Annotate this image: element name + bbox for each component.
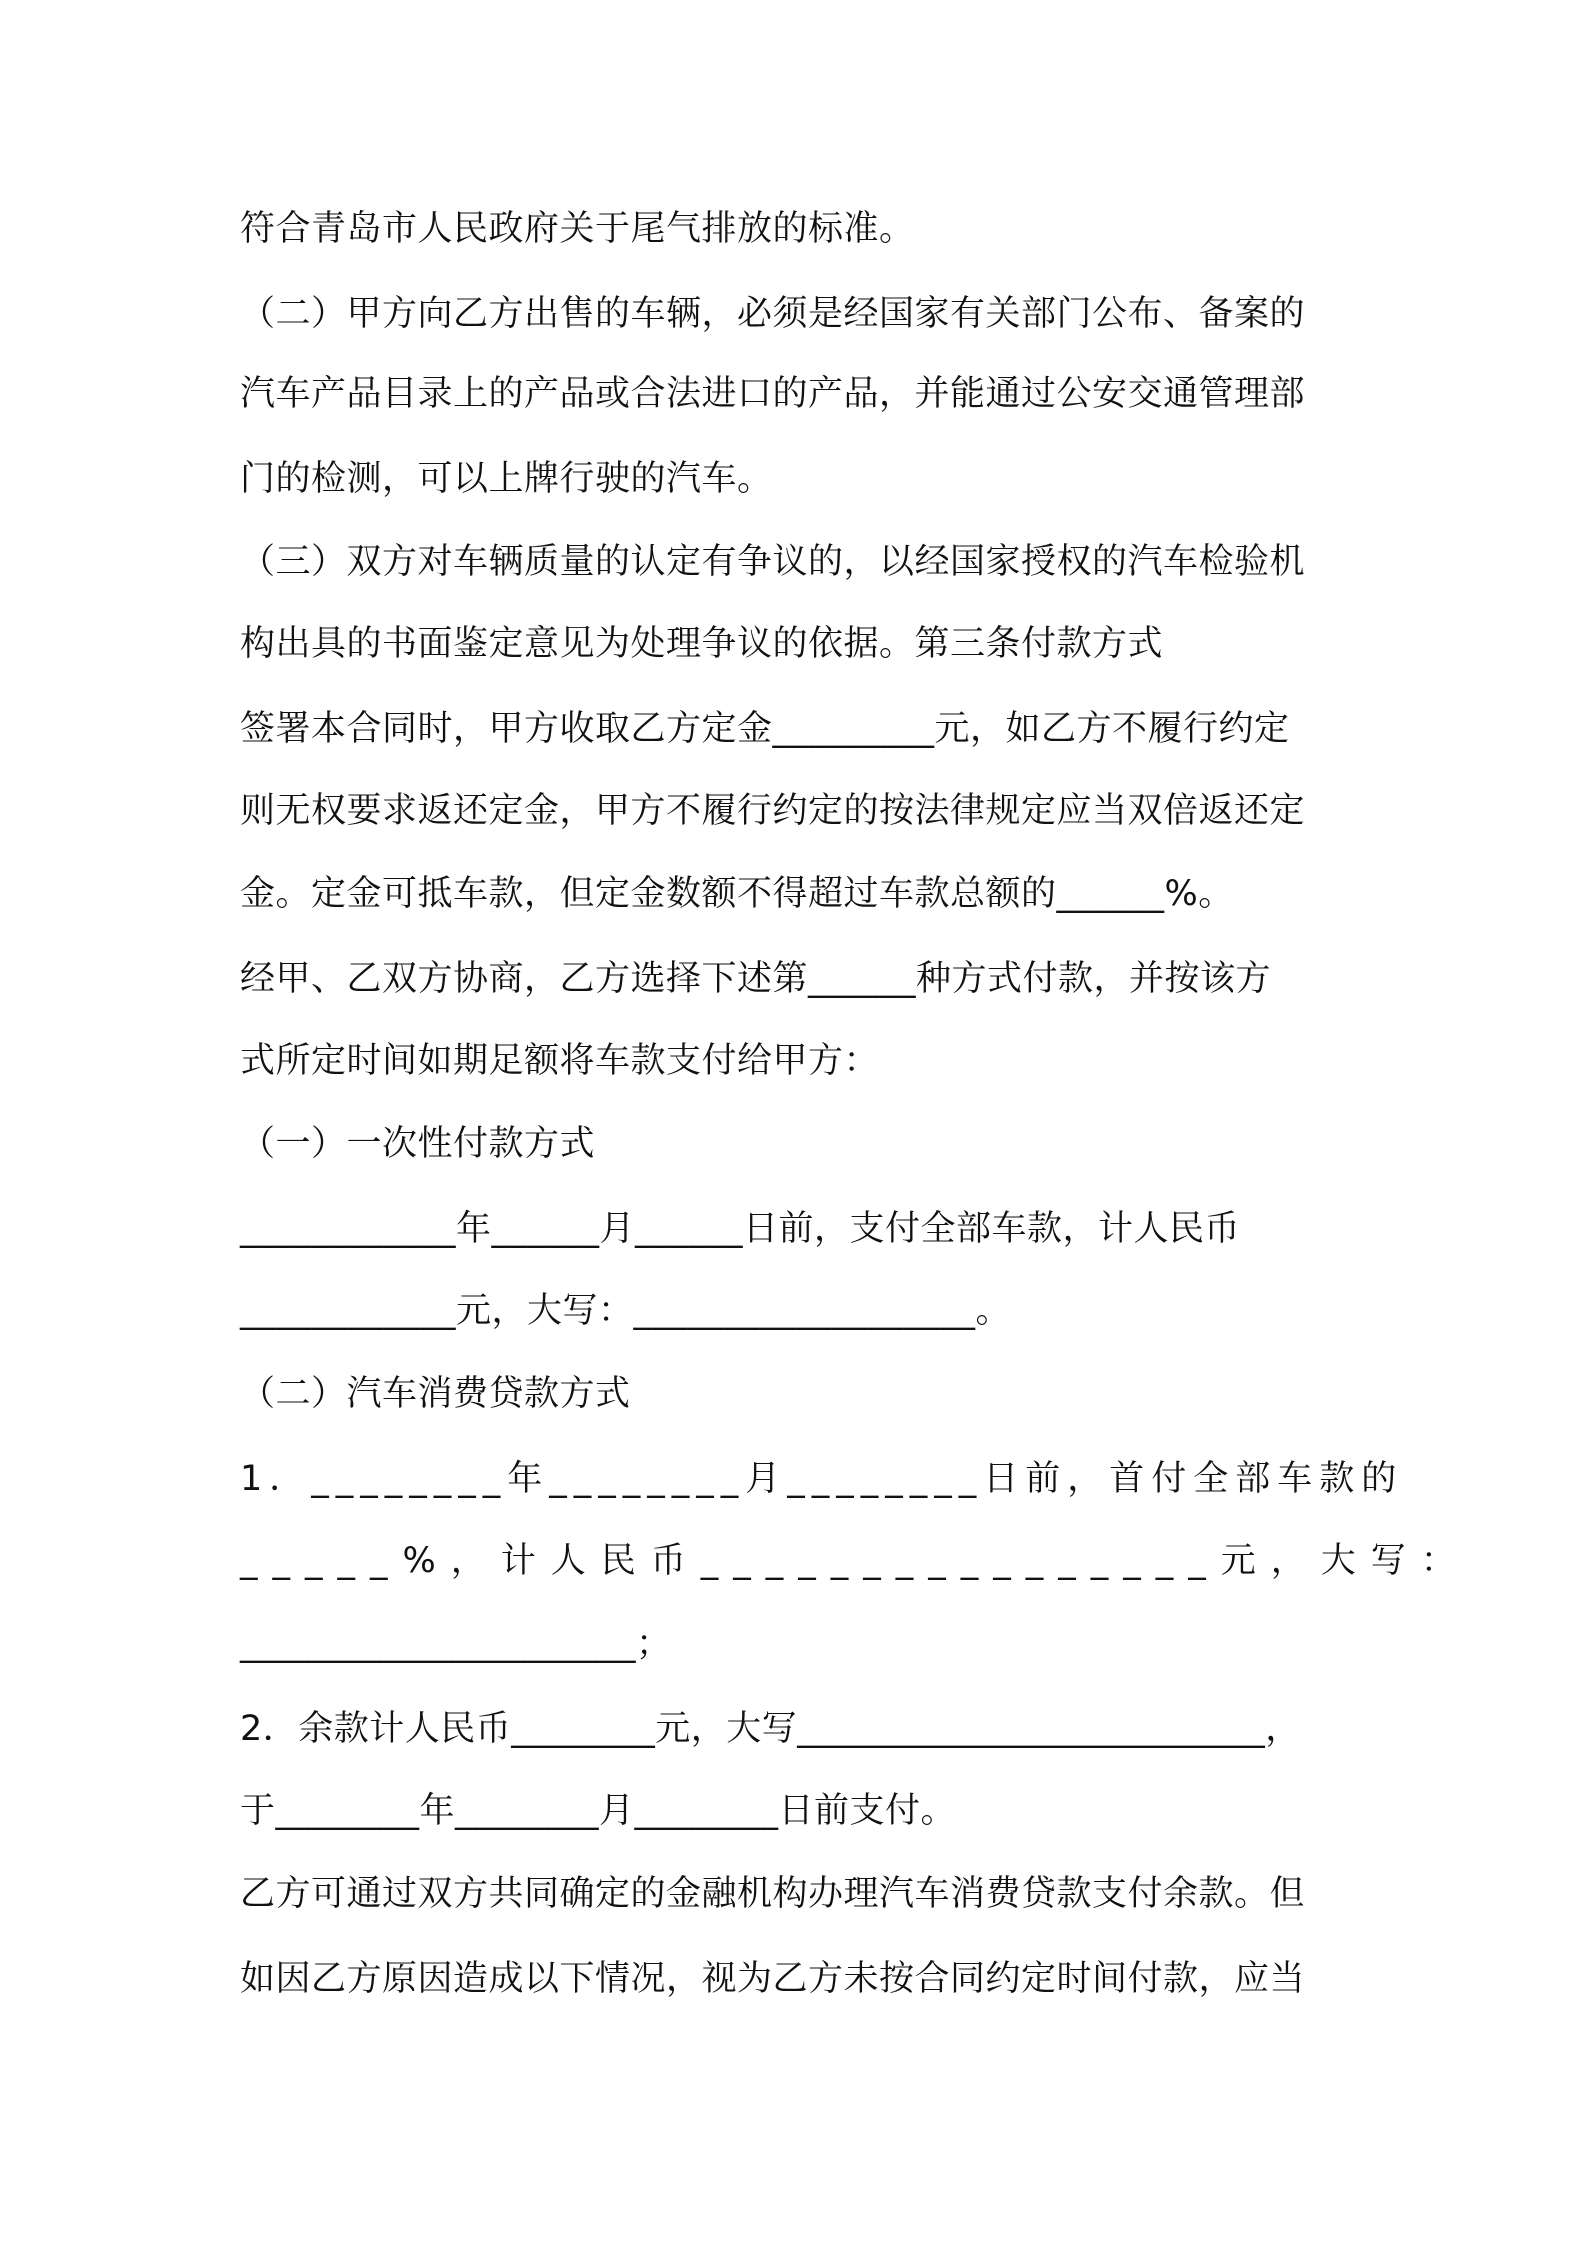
text-line: 1．________年________月________日前，首付全部车款的 [240,1459,1404,1499]
text-line: （二）甲方向乙方出售的车辆，必须是经国家有关部门公布、备案的 [240,294,1306,334]
text-line: _____%，计人民币________________元，大写： [240,1541,1471,1581]
text-line: 于________年________月________日前支付。 [240,1791,957,1831]
text-line: （三）双方对车辆质量的认定有争议的，以经国家授权的汽车检验机 [240,542,1306,582]
text-line: 经甲、乙双方协商，乙方选择下述第______种方式付款，并按该方 [240,959,1272,999]
text-line: 构出具的书面鉴定意见为处理争议的依据。第三条付款方式 [240,624,1164,664]
text-line: 乙方可通过双方共同确定的金融机构办理汽车消费贷款支付余款。但 [240,1874,1306,1914]
text-line: （一）一次性付款方式 [240,1124,596,1164]
text-line: 门的检测，可以上牌行驶的汽车。 [240,459,773,499]
text-line: （二）汽车消费贷款方式 [240,1374,631,1414]
text-line: 符合青岛市人民政府关于尾气排放的标准。 [240,209,915,249]
text-line: 签署本合同时，甲方收取乙方定金_________元，如乙方不履行约定 [240,709,1290,749]
text-line: 则无权要求返还定金，甲方不履行约定的按法律规定应当双倍返还定 [240,791,1306,831]
text-line: ______________________； [240,1624,672,1664]
text-line: ____________年______月______日前，支付全部车款，计人民币 [240,1209,1241,1249]
text-line: ____________元，大写：___________________。 [240,1291,1012,1331]
text-line: 金。定金可抵车款，但定金数额不得超过车款总额的______%。 [240,874,1234,914]
text-line: 2．余款计人民币________元，大写__________________________， [240,1709,1301,1749]
text-line: 式所定时间如期足额将车款支付给甲方： [240,1041,880,1081]
text-line: 如因乙方原因造成以下情况，视为乙方未按合同约定时间付款，应当 [240,1959,1306,1999]
text-line: 汽车产品目录上的产品或合法进口的产品，并能通过公安交通管理部 [240,374,1306,414]
